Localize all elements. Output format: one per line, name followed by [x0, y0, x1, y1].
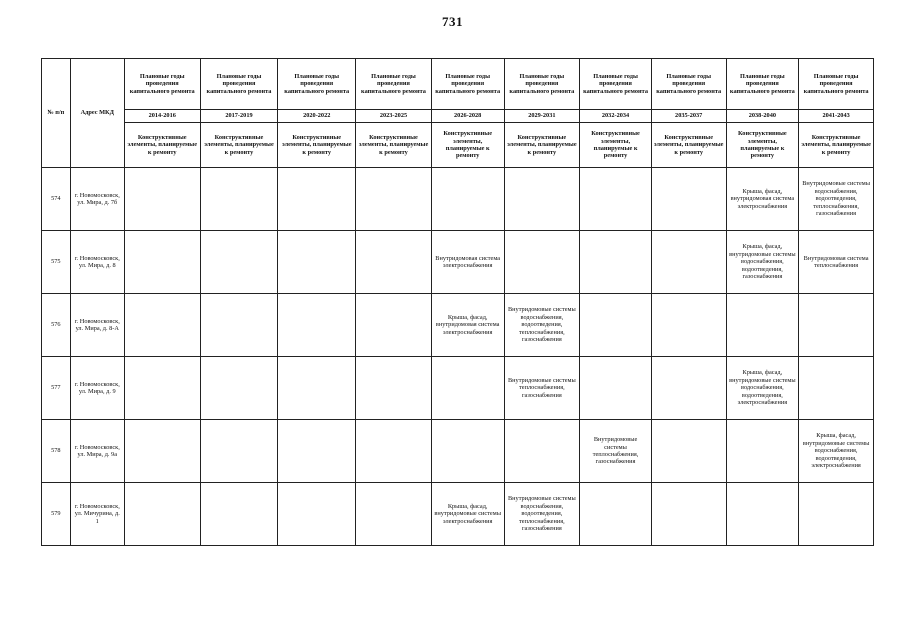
period-title: Плановые годы проведения капитального ремонта — [124, 59, 200, 110]
repair-elements-cell — [799, 294, 874, 357]
table-row — [42, 420, 874, 483]
repair-elements-cell — [580, 357, 652, 420]
table-row — [42, 294, 874, 357]
repair-elements-cell — [200, 231, 278, 294]
period-title: Плановые годы проведения капитального ремонта — [278, 59, 356, 110]
period-title: Плановые годы проведения капитального ремонта — [799, 59, 874, 110]
repair-elements-cell — [356, 483, 432, 546]
repair-elements-cell — [651, 420, 726, 483]
period-title: Плановые годы проведения капитального ремонта — [580, 59, 652, 110]
building-address: г. Новомосковск, ул. Мира, д. 8 — [70, 231, 124, 294]
repair-elements-cell — [200, 294, 278, 357]
repair-elements-cell — [200, 168, 278, 231]
period-description: Конструктивные элементы, планируемые к ремонту — [356, 123, 432, 168]
period-title: Плановые годы проведения капитального ремонта — [651, 59, 726, 110]
column-header-number: № п/п — [42, 59, 71, 168]
building-address: г. Новомосковск, ул. Мира, д. 8-А — [70, 294, 124, 357]
repair-elements-cell: Внутридомовые системы теплоснабжения, газоснабжения — [580, 420, 652, 483]
repair-elements-cell — [431, 357, 504, 420]
repair-elements-cell — [278, 294, 356, 357]
table-row — [42, 483, 874, 546]
period-title: Плановые годы проведения капитального ремонта — [726, 59, 799, 110]
repair-elements-cell — [356, 420, 432, 483]
building-address: г. Новомосковск, ул. Мира, д. 9 — [70, 357, 124, 420]
repair-elements-cell — [651, 168, 726, 231]
repair-elements-cell — [356, 357, 432, 420]
period-title: Плановые годы проведения капитального ремонта — [431, 59, 504, 110]
table-body — [42, 168, 874, 546]
repair-elements-cell: Крыша, фасад, внутридомовые системы водоснабжения, водоотведения, газоснабжения — [726, 231, 799, 294]
table-header — [42, 59, 874, 168]
row-number: 574 — [42, 168, 71, 231]
row-number: 579 — [42, 483, 71, 546]
repair-elements-cell — [124, 420, 200, 483]
repair-elements-cell — [651, 483, 726, 546]
repair-elements-cell — [504, 420, 580, 483]
repair-elements-cell — [651, 231, 726, 294]
row-number: 575 — [42, 231, 71, 294]
repair-elements-cell — [356, 168, 432, 231]
repair-elements-cell: Крыша, фасад, внутридомовая система электроснабжения — [726, 168, 799, 231]
repair-elements-cell — [278, 483, 356, 546]
table-row — [42, 357, 874, 420]
period-description: Конструктивные элементы, планируемые к ремонту — [799, 123, 874, 168]
repair-elements-cell: Внутридомовые системы водоснабжения, водоотведения, теплоснабжения, газоснабжения — [504, 294, 580, 357]
repair-elements-cell: Крыша, фасад, внутридомовые системы водоснабжения, водоотведения, электроснабжения — [799, 420, 874, 483]
repair-elements-cell — [278, 420, 356, 483]
repair-elements-cell: Крыша, фасад, внутридомовая система электроснабжения — [431, 294, 504, 357]
period-years: 2038-2040 — [726, 110, 799, 123]
repair-elements-cell: Внутридомовые системы водоснабжения, водоотведения, теплоснабжения, газоснабжения — [504, 483, 580, 546]
repair-elements-cell — [504, 168, 580, 231]
period-description: Конструктивные элементы, планируемые к ремонту — [124, 123, 200, 168]
period-description: Конструктивные элементы, планируемые к ремонту — [580, 123, 652, 168]
repair-elements-cell — [124, 483, 200, 546]
repair-elements-cell — [651, 294, 726, 357]
period-description: Конструктивные элементы, планируемые к ремонту — [504, 123, 580, 168]
period-title: Плановые годы проведения капитального ремонта — [356, 59, 432, 110]
capital-repair-plan-table — [41, 58, 874, 546]
repair-elements-cell — [580, 168, 652, 231]
repair-elements-cell — [431, 168, 504, 231]
repair-elements-cell — [356, 294, 432, 357]
period-years: 2023-2025 — [356, 110, 432, 123]
period-description: Конструктивные элементы, планируемые к ремонту — [651, 123, 726, 168]
period-description: Конструктивные элементы, планируемые к ремонту — [200, 123, 278, 168]
period-title: Плановые годы проведения капитального ремонта — [504, 59, 580, 110]
period-description: Конструктивные элементы, планируемые к ремонту — [726, 123, 799, 168]
repair-elements-cell — [200, 420, 278, 483]
repair-elements-cell: Крыша, фасад, внутридомовые системы электроснабжения — [431, 483, 504, 546]
building-address: г. Новомосковск, ул. Мира, д. 9а — [70, 420, 124, 483]
building-address: г. Новомосковск, ул. Мичурина, д. 1 — [70, 483, 124, 546]
repair-elements-cell: Внутридомовая система теплоснабжения — [799, 231, 874, 294]
repair-elements-cell — [580, 294, 652, 357]
page-number: 731 — [442, 14, 463, 29]
period-title: Плановые годы проведения капитального ремонта — [200, 59, 278, 110]
repair-elements-cell — [431, 420, 504, 483]
row-number: 576 — [42, 294, 71, 357]
repair-elements-cell: Внутридомовая система электроснабжения — [431, 231, 504, 294]
repair-elements-cell — [124, 168, 200, 231]
period-years: 2026-2028 — [431, 110, 504, 123]
repair-elements-cell — [799, 357, 874, 420]
repair-elements-cell — [726, 294, 799, 357]
repair-elements-cell — [200, 483, 278, 546]
repair-elements-cell: Внутридомовые системы теплоснабжения, газоснабжения — [504, 357, 580, 420]
repair-elements-cell — [278, 168, 356, 231]
repair-elements-cell — [799, 483, 874, 546]
period-years: 2029-2031 — [504, 110, 580, 123]
repair-elements-cell — [726, 483, 799, 546]
period-years: 2020-2022 — [278, 110, 356, 123]
repair-elements-cell — [124, 294, 200, 357]
repair-elements-cell — [124, 357, 200, 420]
repair-elements-cell — [504, 231, 580, 294]
period-years: 2017-2019 — [200, 110, 278, 123]
repair-elements-cell — [651, 357, 726, 420]
repair-elements-cell — [278, 231, 356, 294]
period-years: 2032-2034 — [580, 110, 652, 123]
repair-elements-cell — [726, 420, 799, 483]
period-years: 2014-2016 — [124, 110, 200, 123]
row-number: 577 — [42, 357, 71, 420]
building-address: г. Новомосковск, ул. Мира, д. 7б — [70, 168, 124, 231]
repair-elements-cell: Крыша, фасад, внутридомовые системы водоснабжения, водоотведения, электроснабжения — [726, 357, 799, 420]
table-row — [42, 168, 874, 231]
repair-elements-cell — [580, 483, 652, 546]
repair-elements-cell — [200, 357, 278, 420]
column-header-address: Адрес МКД — [70, 59, 124, 168]
period-description: Конструктивные элементы, планируемые к ремонту — [431, 123, 504, 168]
repair-elements-cell — [356, 231, 432, 294]
period-years: 2041-2043 — [799, 110, 874, 123]
period-description: Конструктивные элементы, планируемые к ремонту — [278, 123, 356, 168]
row-number: 578 — [42, 420, 71, 483]
table-row — [42, 231, 874, 294]
repair-elements-cell: Внутридомовые системы водоснабжения, водоотведения, теплоснабжения, газоснабжения — [799, 168, 874, 231]
period-years: 2035-2037 — [651, 110, 726, 123]
repair-elements-cell — [580, 231, 652, 294]
repair-elements-cell — [278, 357, 356, 420]
repair-elements-cell — [124, 231, 200, 294]
